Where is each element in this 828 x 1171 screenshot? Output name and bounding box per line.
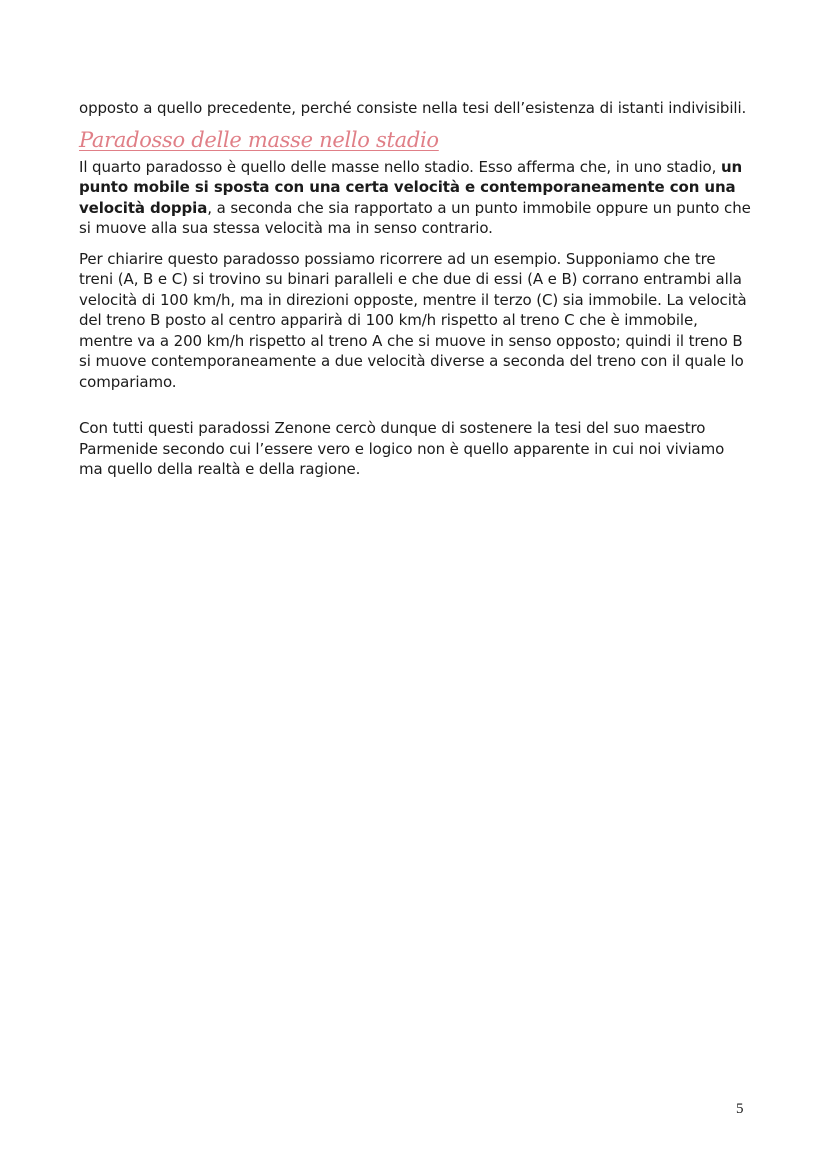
section-title: Paradosso delle masse nello stadio	[79, 127, 439, 152]
paragraph-masse-stadio-bold: un punto mobile si sposta con una certa velocità e contemporaneamente con una velocità doppia	[79, 157, 743, 217]
text-column	[79, 98, 751, 480]
paragraph-masse-stadio	[79, 157, 751, 239]
paragraph-esempio-treni: Per chiarire questo paradosso possiamo ricorrere ad un esempio. Supponiamo che tre treni (A, B e C) si trovino su binari paralleli e che due di essi (A e B) corrano entrambi alla velocità di 100 km/h, ma in direzioni opposte, mentre il terzo (C) sia immobile. La velocità del treno B posto al centro apparirà di 100 km/h rispetto al treno C che è immobile, mentre va a 200 km/h rispetto al treno A che si muove in senso opposto; quindi il treno B si muove contemporaneamente a due velocità diverse a seconda del treno con il quale lo compariamo.	[79, 249, 747, 391]
paragraph-conclusione: Con tutti questi paradossi Zenone cercò dunque di sostenere la tesi del suo maestro Parmenide secondo cui l’essere vero e logico non è quello apparente in cui noi viviamo ma quello della realtà e della ragione.	[79, 419, 725, 478]
page-number: 5	[736, 1101, 744, 1117]
paragraph-intro: opposto a quello precedente, perché consiste nella tesi dell’esistenza di istanti indivisibili.	[79, 99, 747, 117]
paragraph-masse-stadio-end: , a seconda che sia rapportato a un punto immobile oppure un punto che si muove alla sua stessa velocità ma in senso contrario.	[79, 198, 751, 237]
paragraph-masse-stadio-start: Il quarto paradosso è quello delle masse nello stadio. Esso afferma che, in uno stadio,	[79, 157, 721, 176]
